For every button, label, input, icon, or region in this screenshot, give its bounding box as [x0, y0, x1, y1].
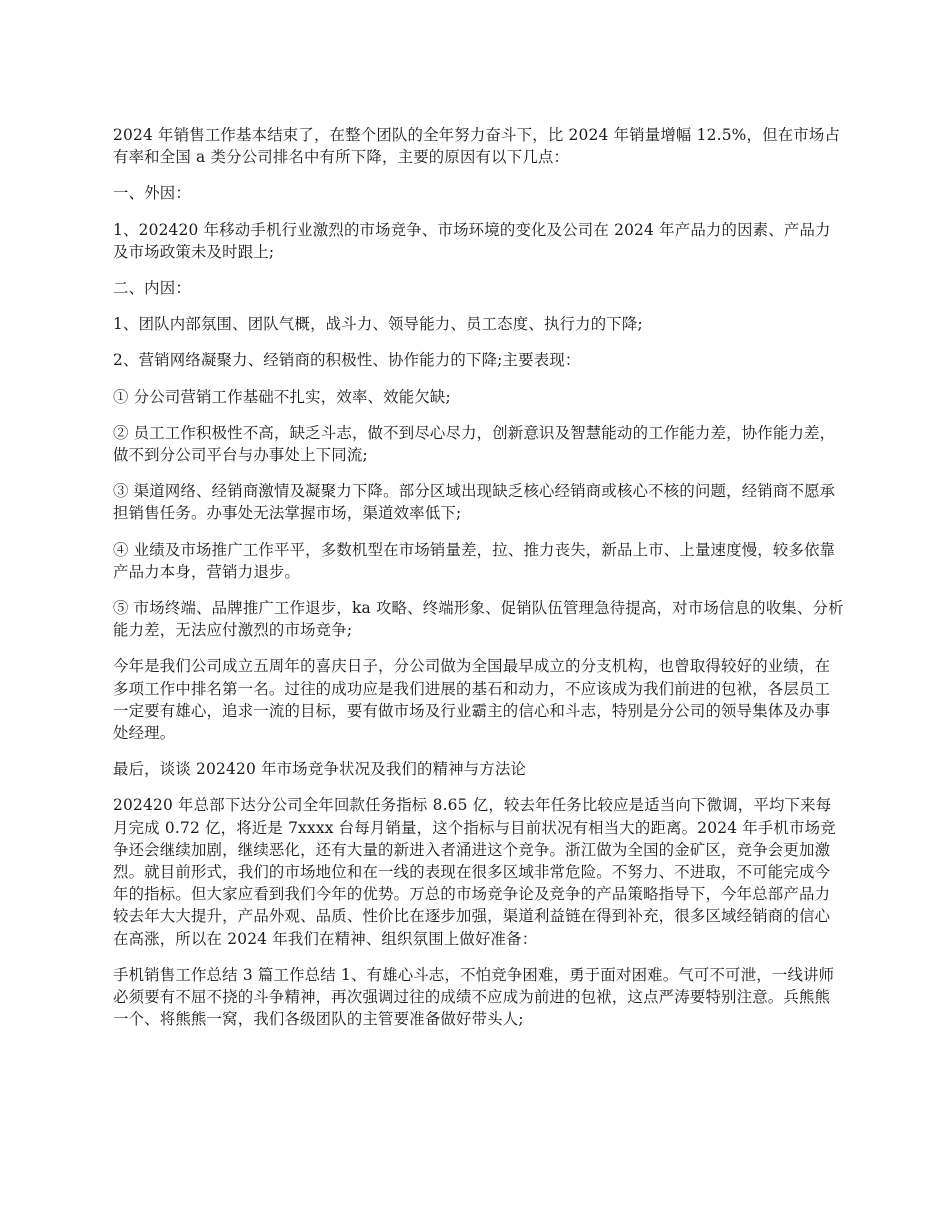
symptom-item-4: ④ 业绩及市场推广工作平平，多数机型在市场销量差，拉、推力丧失，新品上市、上量速度慢，较多依靠产品力本身，营销力退步。 — [113, 540, 836, 581]
internal-cause-item-2: 2、营销网络凝聚力、经销商的积极性、协作能力的下降;主要表现： — [113, 351, 581, 370]
section-heading-external: 一、外因： — [113, 184, 191, 203]
closing-intro-paragraph: 最后，谈谈 202420 年市场竞争状况及我们的精神与方法论 — [113, 760, 527, 779]
anniversary-paragraph: 今年是我们公司成立五周年的喜庆日子，分公司做为全国最早成立的分支机构，也曾取得较好的业绩，在多项工作中排名第一名。过往的成功应是我们进展的基石和动力，不应该成为我们前进的包袱，各层员工一定要有雄心，追求一流的目标，要有做市场及行业霸主的信心和斗志，特别是分公司的领导集体及办事处经理。 — [113, 657, 831, 743]
document-body — [113, 124, 845, 1045]
intro-paragraph: 2024 年销售工作基本结束了，在整个团队的全年努力奋斗下，比 2024 年销量增幅 12.5%，但在市场占有率和全国 a 类分公司排名中有所下降，主要的原因有以下几点： — [113, 126, 841, 167]
symptom-item-1: ① 分公司营销工作基础不扎实，效率、效能欠缺; — [113, 387, 451, 406]
spirit-paragraph: 手机销售工作总结 3 篇工作总结 1、有雄心斗志，不怕竞争困难，勇于面对困难。气可不可泄，一线讲师必须要有不屈不挠的斗争精神，再次强调过往的成绩不应成为前进的包袱，这点严涛要特别注意。兵熊熊一个、将熊熊一窝，我们各级团队的主管要准备做好带头人; — [113, 965, 835, 1029]
symptom-item-3: ③ 渠道网络、经销商激情及凝聚力下降。部分区域出现缺乏核心经销商或核心不核的问题，经销商不愿承担销售任务。办事处无法掌握市场，渠道效率低下; — [113, 482, 836, 523]
targets-paragraph: 202420 年总部下达分公司全年回款任务指标 8.65 亿，较去年任务比较应是适当向下微调，平均下来每月完成 0.72 亿，将近是 7xxxx 台每月销量，这个指标与目前状况有相当大的距离。2024 年手机市场竞争还会继续加剧，继续恶化，还有大量的新进入者涌进这个竞争。浙江做为全国的金矿区，竞争会更加激烈。就目前形式，我们的市场地位和在一线的表现在很多区域非常危险。不努力、不进取，不可能完成今年的指标。但大家应看到我们今年的优势。万总的市场竞争论及竞争的产品策略指导下，今年总部产品力较去年大大提升，产品外观、品质、性价比在逐步加强，渠道利益链在得到补充，很多区域经销商的信心在高涨，所以在 2024 年我们在精神、组织氛围上做好准备： — [113, 796, 836, 948]
symptom-item-2: ② 员工工作积极性不高，缺乏斗志，做不到尽心尽力，创新意识及智慧能动的工作能力差，协作能力差，做不到分公司平台与办事处上下同流; — [113, 423, 836, 465]
external-cause-item-1: 1、202420 年移动手机行业激烈的市场竞争、市场环境的变化及公司在 2024 年产品力的因素、产品力及市场政策未及时跟上; — [113, 220, 831, 261]
internal-cause-item-1: 1、团队内部氛围、团队气概，战斗力、领导能力、员工态度、执行力的下降; — [113, 315, 643, 334]
section-heading-internal: 二、内因： — [113, 279, 191, 298]
symptom-item-5: ⑤ 市场终端、品牌推广工作退步，ka 攻略、终端形象、促销队伍管理急待提高，对市场信息的收集、分析能力差，无法应付激烈的市场竞争; — [113, 599, 844, 640]
